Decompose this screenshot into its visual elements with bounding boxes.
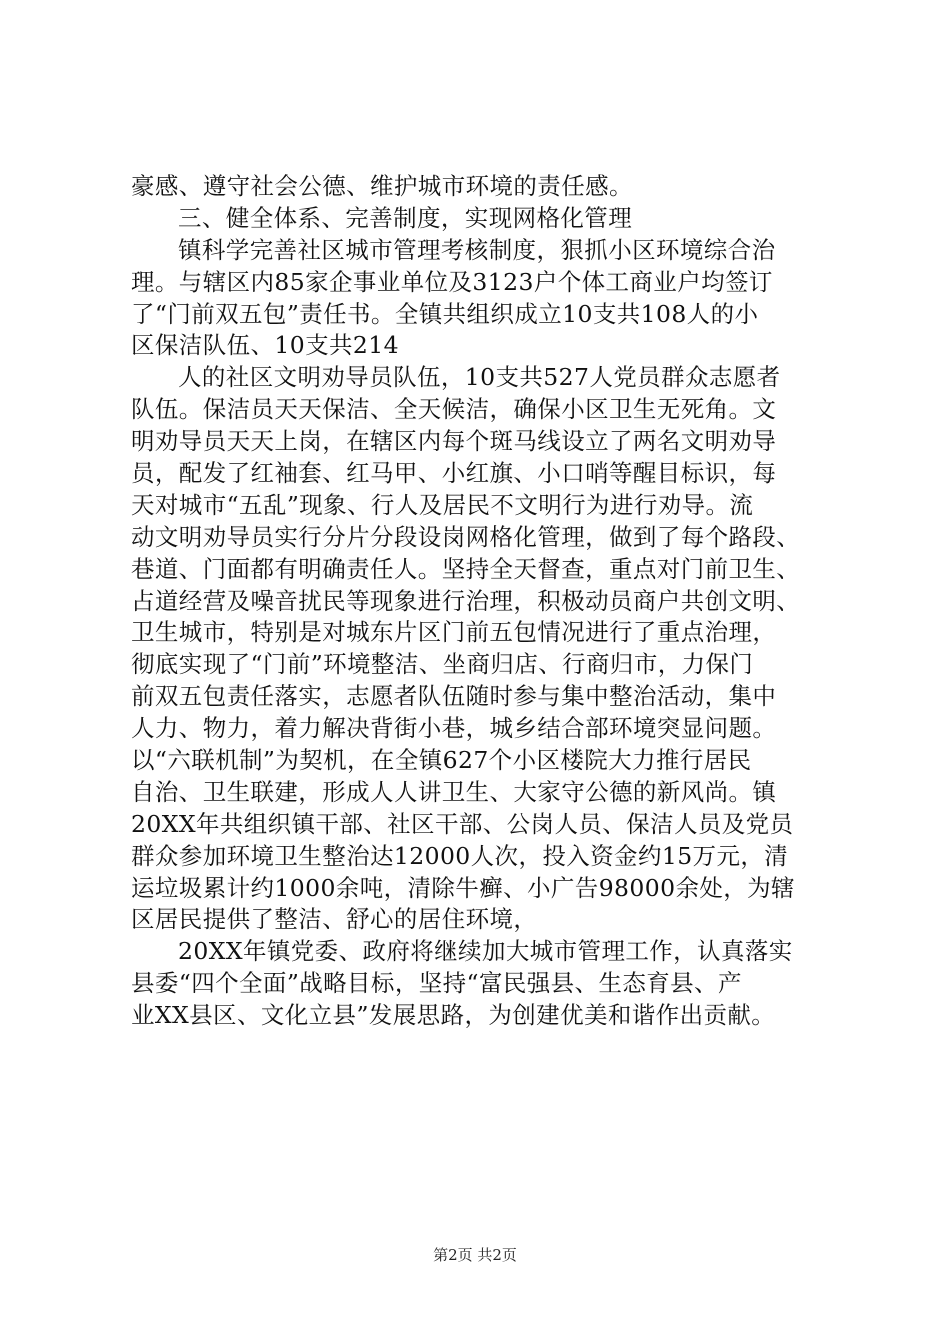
text-line: 豪感、遵守社会公德、维护城市环境的责任感。	[131, 172, 633, 200]
page-number: 第2页	[433, 1246, 473, 1264]
text-line: 区保洁队伍、10支共214	[131, 331, 399, 360]
text-line: 动文明劝导员实行分片分段设岗网格化管理，做到了每个路段、	[131, 522, 801, 551]
text-line: 运垃圾累计约1000余吨，清除牛癣、小广告98000余处，为辖	[131, 873, 795, 902]
document-body	[131, 171, 831, 1032]
text-line: 卫生城市，特别是对城东片区门前五包情况进行了重点治理，	[131, 618, 777, 647]
text-line: 理。与辖区内85家企事业单位及3123户个体工商业户均签订	[131, 267, 773, 296]
text-line: 巷道、门面都有明确责任人。坚持全天督查，重点对门前卫生、	[131, 554, 801, 583]
section-heading: 三、健全体系、完善制度，实现网格化管理	[178, 203, 633, 232]
text-line: 员，配发了红袖套、红马甲、小红旗、小口哨等醒目标识，每	[131, 459, 777, 488]
text-line: 区居民提供了整洁、舒心的居住环境，	[131, 905, 538, 934]
text-line: 群众参加环境卫生整治达12000人次，投入资金约15万元，清	[131, 841, 789, 870]
text-line: 以“六联机制”为契机，在全镇627个小区楼院大力推行居民	[131, 746, 752, 775]
text-line: 占道经营及噪音扰民等现象进行治理，积极动员商户共创文明、	[131, 586, 801, 615]
page-total: 共2页	[477, 1246, 517, 1264]
text-line: 彻底实现了“门前”环境整洁、坐商归店、行商归市，力保门	[131, 650, 754, 679]
text-line: 了“门前双五包”责任书。全镇共组织成立10支共108人的小	[131, 299, 759, 328]
text-line: 前双五包责任落实，志愿者队伍随时参与集中整治活动，集中	[131, 682, 777, 711]
text-line: 镇科学完善社区城市管理考核制度，狠抓小区环境综合治	[178, 235, 776, 264]
text-line: 人的社区文明劝导员队伍，10支共527人党员群众志愿者	[178, 363, 781, 392]
text-line: 自治、卫生联建，形成人人讲卫生、大家守公德的新风尚。镇	[131, 777, 777, 806]
text-line: 天对城市“五乱”现象、行人及居民不文明行为进行劝导。流	[131, 490, 754, 519]
text-line: 县委“四个全面”战略目标，坚持“富民强县、生态育县、产	[131, 969, 742, 998]
page-footer	[0, 1245, 950, 1265]
text-line: 20XX年共组织镇干部、社区干部、公岗人员、保洁人员及党员	[131, 809, 794, 838]
text-line: 业XX县区、文化立县”发展思路，为创建优美和谐作出贡献。	[131, 1001, 776, 1030]
text-line: 人力、物力，着力解决背街小巷，城乡结合部环境突显问题。	[131, 714, 777, 743]
text-line: 队伍。保洁员天天保洁、全天候洁，确保小区卫生无死角。文	[131, 395, 777, 424]
text-line: 明劝导员天天上岗，在辖区内每个斑马线设立了两名文明劝导	[131, 427, 777, 456]
text-line: 20XX年镇党委、政府将继续加大城市管理工作，认真落实	[178, 937, 793, 966]
